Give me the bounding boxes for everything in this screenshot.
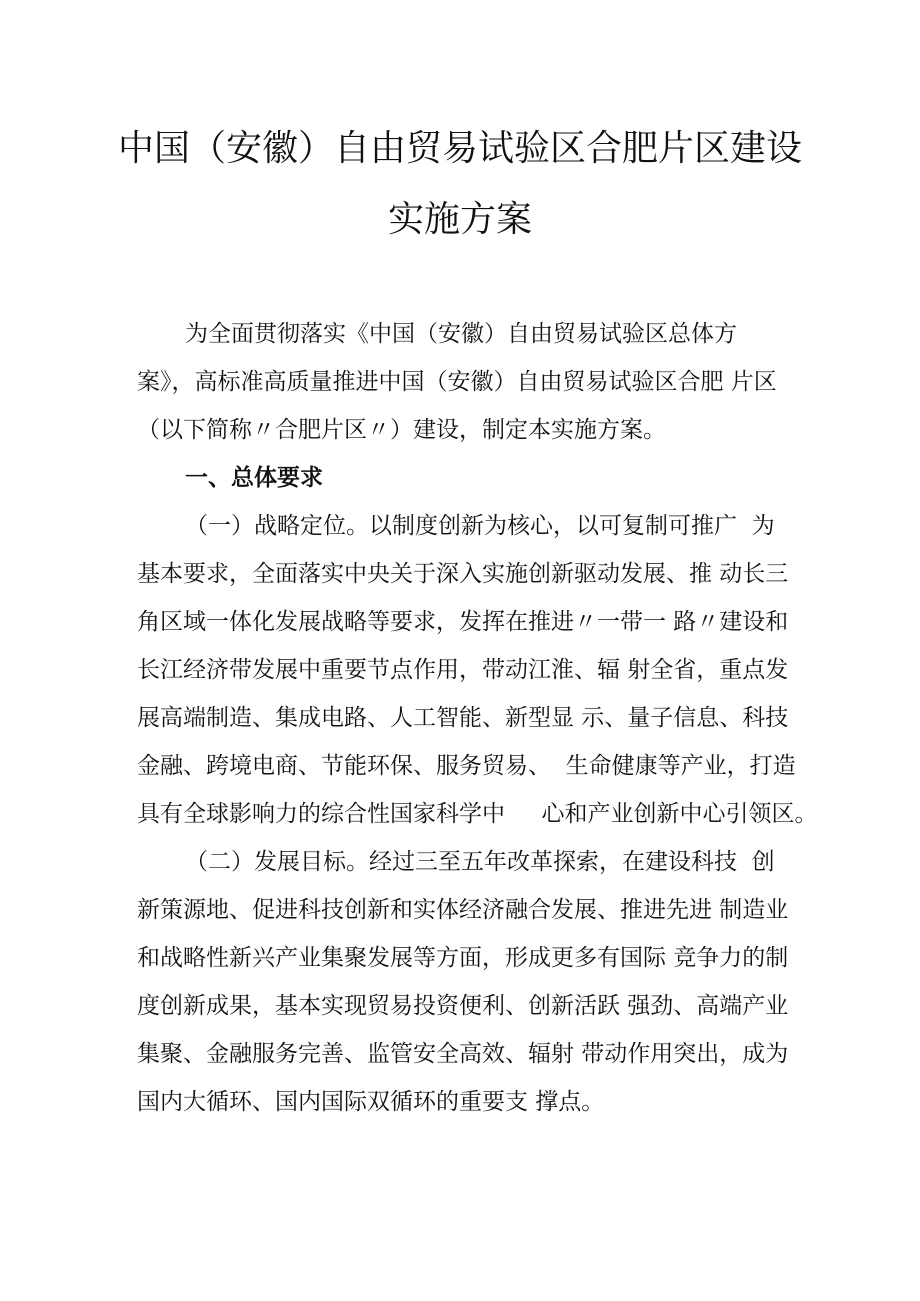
paragraph-2-line-1: （二）发展目标。经过三至五年改革探索，在建设科技 创 [185, 849, 775, 875]
paragraph-2-line-2: 新策源地、促进科技创新和实体经济融合发展、推进先进 制造业 [137, 897, 789, 923]
paragraph-1-line-6: 金融、跨境电商、节能环保、服务贸易、 生命健康等产业，打造 [137, 753, 796, 779]
intro-line-1: 为全面贯彻落实《中国（安徽）自由贸易试验区总体方 [185, 321, 737, 347]
paragraph-1-line-3: 角区域一体化发展战略等要求，发挥在推进〃一带一 路〃建设和 [137, 609, 789, 635]
intro-line-2: 案》，高标准高质量推进中国（安徽）自由贸易试验区合肥 片区 [137, 369, 777, 395]
paragraph-2-line-4: 度创新成果，基本实现贸易投资便利、创新活跃 强劲、高端产业 [137, 993, 789, 1019]
paragraph-2-line-6: 国内大循环、国内国际双循环的重要支 撑点。 [137, 1089, 605, 1115]
paragraph-2-line-3: 和战略性新兴产业集聚发展等方面，形成更多有国际 竞争力的制 [137, 945, 789, 971]
paragraph-1-line-7: 具有全球影响力的综合性国家科学中 心和产业创新中心引领区。 [137, 801, 818, 827]
document-title-line-1: 中国（安徽）自由贸易试验区合肥片区建设 [117, 128, 802, 169]
paragraph-1-line-1: （一）战略定位。以制度创新为核心，以可复制可推广 为 [185, 513, 775, 539]
section-1-heading: 一、总体要求 [185, 465, 323, 491]
paragraph-1-line-5: 展高端制造、集成电路、人工智能、新型显 示、量子信息、科技 [137, 705, 789, 731]
intro-line-3: （以下简称〃合肥片区〃）建设，制定本实施方案。 [137, 417, 666, 443]
paragraph-2-line-5: 集聚、金融服务完善、监管安全高效、辐射 带动作用突出，成为 [137, 1041, 789, 1067]
paragraph-1-line-4: 长江经济带发展中重要节点作用，带动江淮、辐 射全省，重点发 [137, 657, 789, 683]
document-title-line-2: 实施方案 [387, 199, 532, 240]
paragraph-1-line-2: 基本要求，全面落实中央关于深入实施创新驱动发展、推 动长三 [137, 561, 789, 587]
